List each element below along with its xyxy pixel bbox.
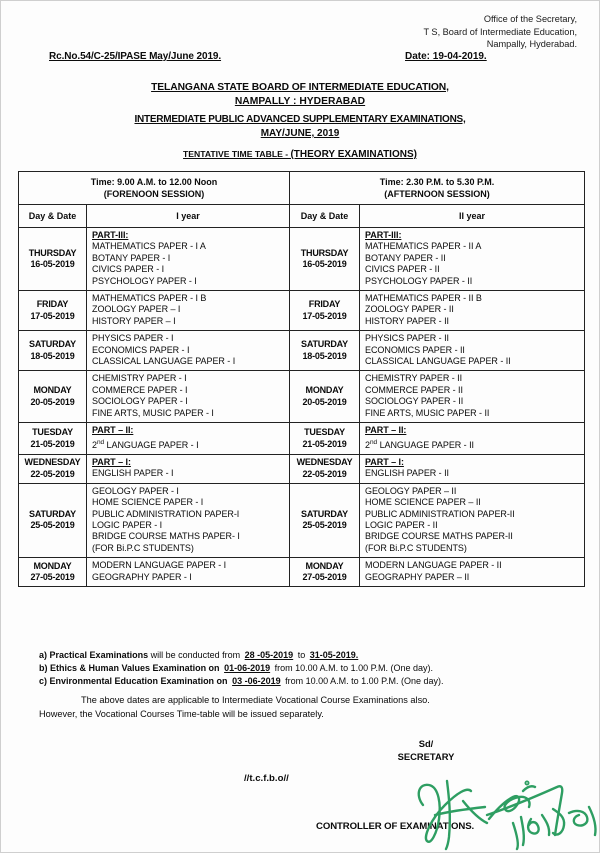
table-row [19,558,585,587]
day-date-cell-left [19,371,87,423]
notes-list [39,649,584,689]
subject-line: COMMERCE PAPER - I [92,384,188,395]
subject-line: 2nd LANGUAGE PAPER - I [92,438,199,450]
subject-line: LOGIC PAPER - II [365,519,438,530]
signature-sd-block [381,737,471,763]
exam-title-line2: MAY/JUNE, 2019 [260,128,340,139]
note-c [39,675,584,688]
subjects-cell-right [360,228,585,291]
day-name: MONDAY [305,385,344,396]
reference-number: Rc.No.54/C-25/IPASE May/June 2019. [49,51,222,62]
note-a-date-to: 31-05-2019. [309,650,359,660]
day-date-cell-left [19,331,87,371]
handwritten-signature [401,761,600,851]
timetable-subtitle [1,147,599,162]
note-a-marker: a) [39,650,48,660]
subjects-cell-left [87,558,290,587]
subjects-cell-right [360,454,585,483]
table-row [19,291,585,331]
subject-line: PHYSICS PAPER - I [92,333,174,344]
subject-line: (FOR Bi.P.C STUDENTS) [365,542,467,553]
closing-line-2: However, the Vocational Courses Time-table will be issued separately. [39,709,324,719]
day-name: SATURDAY [29,339,76,350]
col-header-day-date-left: Day & Date [19,205,87,228]
day-date-cell-right [290,423,360,455]
subject-line: HISTORY PAPER - II [365,315,449,326]
day-name: MONDAY [305,560,344,571]
day-date: 16-05-2019 [302,259,347,270]
day-date: 17-05-2019 [30,310,75,321]
table-row [19,371,585,423]
subject-line: ENGLISH PAPER - II [365,468,449,479]
day-date-cell-right [290,371,360,423]
day-date: 25-05-2019 [30,520,75,531]
subject-line: FINE ARTS, MUSIC PAPER - II [365,407,490,418]
subject-line: ENGLISH PAPER - I [92,468,174,479]
subjects-cell-left [87,331,290,371]
forenoon-time: Time: 9.00 A.M. to 12.00 Noon [90,176,218,187]
subject-line: CIVICS PAPER - I [92,264,165,275]
day-date-cell-right [290,331,360,371]
subject-line: CLASSICAL LANGUAGE PAPER - II [365,356,511,367]
subject-line: BRIDGE COURSE MATHS PAPER- I [92,531,240,542]
day-date-cell-left [19,423,87,455]
note-c-label: Environmental Education Examination on [49,676,228,687]
col-header-ii-year: II year [360,205,585,228]
subject-line: CHEMISTRY PAPER - II [365,373,463,384]
subjects-cell-right [360,291,585,331]
note-b-date: 01-06-2019 [224,663,271,674]
title-block [1,81,599,162]
part-label: PART – II: [365,425,407,436]
part-label: PART-III: [92,230,129,240]
day-date-cell-left [19,454,87,483]
note-b [39,662,584,675]
day-date: 22-05-2019 [302,468,347,479]
day-date: 16-05-2019 [30,259,75,270]
subject-line: PSYCHOLOGY PAPER - II [365,275,473,286]
secretary-text: SECRETARY [397,751,455,762]
subjects-cell-right [360,483,585,557]
day-date: 21-05-2019 [30,438,75,449]
day-date-cell-left [19,558,87,587]
subject-line: MATHEMATICS PAPER - II B [365,293,482,304]
note-b-label: Ethics & Human Values Examination on [50,663,220,674]
column-header-row [19,205,585,228]
subjects-cell-left [87,423,290,455]
day-date-cell-right [290,454,360,483]
subjects-cell-left [87,454,290,483]
subject-line: COMMERCE PAPER - II [365,384,463,395]
table-row [19,454,585,483]
subject-line: HISTORY PAPER – I [92,315,176,326]
day-date: 18-05-2019 [30,350,75,361]
sd-text: Sd/ [418,738,434,749]
col-header-i-year: I year [87,205,290,228]
office-line-2: T S, Board of Intermediate Education, [423,26,577,37]
note-c-marker: c) [39,676,48,687]
day-date-cell-right [290,291,360,331]
part-label: PART – II: [92,425,134,436]
afternoon-time: Time: 2.30 P.M. to 5.30 P.M. [379,176,495,187]
day-date: 20-05-2019 [302,396,347,407]
day-date-cell-right [290,558,360,587]
subject-line: GEOLOGY PAPER – II [365,485,457,496]
subject-line: PUBLIC ADMINISTRATION PAPER-II [365,508,515,519]
closing-paragraph [39,693,569,721]
subject-line: MODERN LANGUAGE PAPER - I [92,560,227,571]
day-date: 17-05-2019 [302,310,347,321]
day-date-cell-right [290,228,360,291]
subtitle-small-part: TENTATIVE TIME TABLE - [183,149,291,159]
day-date: 18-05-2019 [302,350,347,361]
note-c-date: 03 -06-2019 [232,676,281,687]
subject-line: SOCIOLOGY PAPER - I [92,396,188,407]
subject-line: BOTANY PAPER - I [92,252,171,263]
subjects-cell-right [360,423,585,455]
day-date: 22-05-2019 [30,468,75,479]
subject-line: CLASSICAL LANGUAGE PAPER - I [92,356,236,367]
part-label: PART-III: [365,230,402,240]
note-c-text: from 10.00 A.M. to 1.00 P.M. (One day). [282,676,444,687]
timetable [18,171,585,587]
day-name: SATURDAY [301,508,348,519]
table-row [19,331,585,371]
subjects-cell-right [360,558,585,587]
note-b-text: from 10.00 A.M. to 1.00 P.M. (One day). [272,663,434,674]
subjects-cell-left [87,483,290,557]
office-address [423,13,577,51]
day-name: MONDAY [33,385,72,396]
subtitle-large-part: (THEORY EXAMINATIONS) [290,149,417,160]
subjects-cell-right [360,331,585,371]
subject-line: PSYCHOLOGY PAPER - I [92,275,197,286]
controller-of-examinations-label: CONTROLLER OF EXAMINATIONS. [316,821,475,832]
subject-line: LOGIC PAPER - I [92,519,163,530]
day-name: FRIDAY [308,299,341,310]
day-name: SATURDAY [29,508,76,519]
subject-line: CHEMISTRY PAPER - I [92,373,187,384]
subject-line: 2nd LANGUAGE PAPER - II [365,438,474,450]
closing-line-1 [39,693,569,707]
day-name: THURSDAY [300,247,349,258]
day-name: THURSDAY [28,247,77,258]
subject-line: BOTANY PAPER - II [365,252,446,263]
day-name: SATURDAY [301,339,348,350]
subject-line: MATHEMATICS PAPER - I A [92,241,206,252]
forenoon-label: (FORENOON SESSION) [103,189,205,199]
col-header-day-date-right: Day & Date [290,205,360,228]
subject-line: GEOLOGY PAPER - I [92,485,179,496]
subject-line: ECONOMICS PAPER - II [365,344,465,355]
afternoon-session-header [290,172,585,205]
part-label: PART – I: [365,456,404,467]
closing-line-1-text: The above dates are applicable to Intermediate Vocational Course Examinations also. [81,695,430,705]
exam-title-line1: INTERMEDIATE PUBLIC ADVANCED SUPPLEMENTARY EXAMINATIONS, [134,114,466,125]
day-date-cell-left [19,291,87,331]
subject-line: SOCIOLOGY PAPER - II [365,396,464,407]
note-a-label: Practical Examinations [49,650,149,660]
subject-line: ECONOMICS PAPER - I [92,344,190,355]
day-name: WEDNESDAY [24,457,81,468]
afternoon-label: (AFTERNOON SESSION) [384,189,490,199]
subject-line: HOME SCIENCE PAPER - I [92,497,204,508]
subject-line: MATHEMATICS PAPER - I B [92,293,207,304]
subject-line: CIVICS PAPER - II [365,264,440,275]
subjects-cell-left [87,291,290,331]
day-date: 27-05-2019 [30,572,75,583]
subjects-cell-left [87,371,290,423]
session-header-row [19,172,585,205]
board-title-line2: NAMPALLY : HYDERABAD [234,96,366,107]
subject-line: GEOGRAPHY PAPER - I [92,571,192,582]
note-a-text: will be conducted from [148,650,241,660]
table-row [19,483,585,557]
note-a-join: to [297,650,306,660]
note-b-marker: b) [39,663,48,674]
tcfbo-text: //t.c.f.b.o// [244,773,289,784]
timetable-body [19,228,585,587]
signature-ink-icon [401,761,600,851]
subjects-cell-right [360,371,585,423]
subject-line: ZOOLOGY PAPER - II [365,304,454,315]
day-date: 27-05-2019 [302,572,347,583]
subject-line: GEOGRAPHY PAPER – II [365,571,470,582]
day-date-cell-left [19,228,87,291]
day-name: WEDNESDAY [296,457,353,468]
subject-line: ZOOLOGY PAPER – I [92,304,181,315]
day-date-cell-right [290,483,360,557]
day-name: TUESDAY [32,427,73,437]
table-row [19,423,585,455]
day-name: TUESDAY [304,427,345,437]
day-name: MONDAY [33,560,72,571]
office-line-3: Nampally, Hyderabad. [486,39,577,49]
subject-line: MATHEMATICS PAPER - II A [365,241,482,252]
subject-line: HOME SCIENCE PAPER – II [365,497,481,508]
subject-line: PHYSICS PAPER - II [365,333,449,344]
day-date: 20-05-2019 [30,396,75,407]
note-a [39,649,584,662]
office-line-1: Office of the Secretary, [483,14,577,24]
day-date-cell-left [19,483,87,557]
note-a-date-from: 28 -05-2019 [244,650,294,660]
table-row [19,228,585,291]
subject-line: FINE ARTS, MUSIC PAPER - I [92,407,214,418]
subjects-cell-left [87,228,290,291]
day-date: 21-05-2019 [302,438,347,449]
day-name: FRIDAY [36,299,69,310]
subject-line: BRIDGE COURSE MATHS PAPER-II [365,531,513,542]
subject-line: MODERN LANGUAGE PAPER - II [365,560,502,571]
document-date: Date: 19-04-2019. [405,51,487,62]
subject-line: PUBLIC ADMINISTRATION PAPER-I [92,508,240,519]
day-date: 25-05-2019 [302,520,347,531]
subject-line: (FOR Bi.P.C STUDENTS) [92,542,194,553]
board-title-line1: TELANGANA STATE BOARD OF INTERMEDIATE EDUCATION, [151,82,449,93]
forenoon-session-header [19,172,290,205]
part-label: PART – I: [92,456,131,467]
